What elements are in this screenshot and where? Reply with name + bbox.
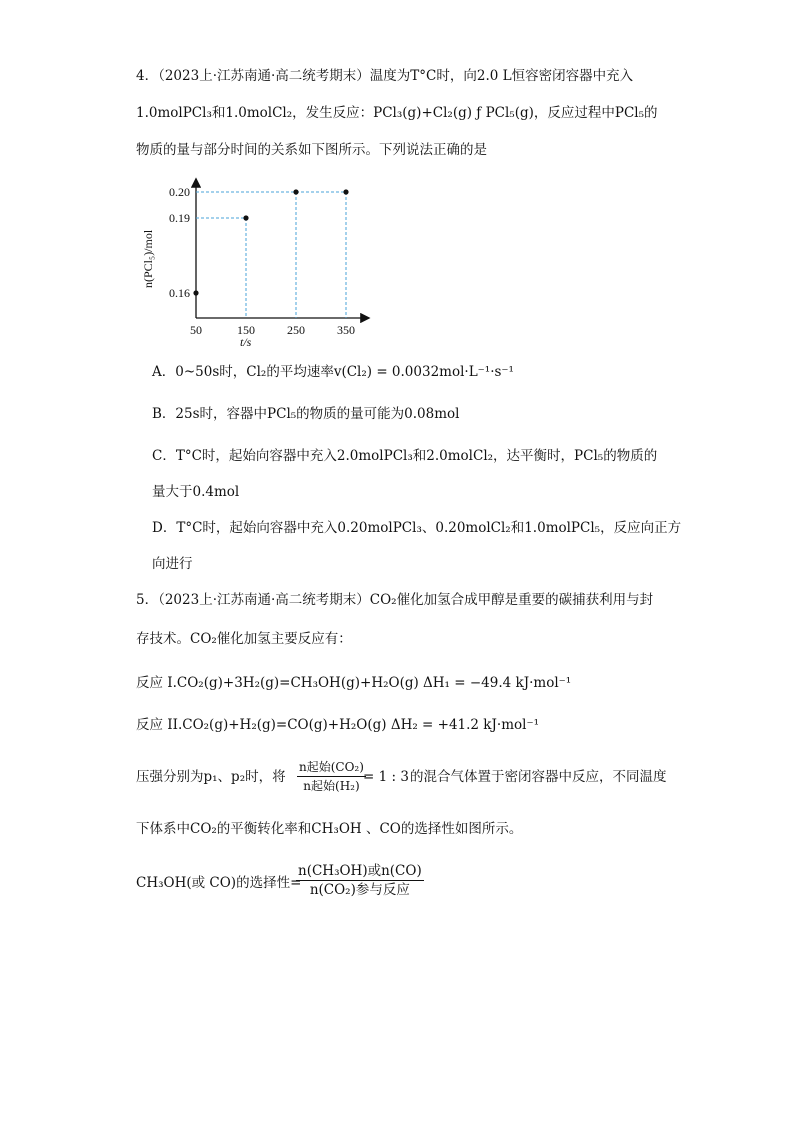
data-point bbox=[193, 290, 198, 295]
q5-selectivity-fraction bbox=[296, 862, 424, 899]
data-point bbox=[343, 189, 348, 194]
q5-selectivity-numerator: n(CH₃OH)或n(CO) bbox=[298, 863, 422, 879]
y-tick-label: 0.20 bbox=[169, 185, 190, 199]
q5-selectivity-denominator: n(CO₂)参与反应 bbox=[309, 882, 410, 898]
q5-ratio-numerator: n起始(CO₂) bbox=[297, 758, 366, 777]
q4-option-b: B．25s时，容器中PCl₅的物质的量可能为0.08mol bbox=[152, 406, 460, 422]
q5-stem-line2: 存技术。CO₂催化加氢主要反应有： bbox=[136, 631, 352, 647]
q4-option-a: A．0~50s时，Cl₂的平均速率v(Cl₂) = 0.0032mol·L⁻¹·s⁻¹ bbox=[152, 364, 514, 380]
q5-ratio-denominator: n起始(H₂) bbox=[303, 779, 360, 793]
q5-feed-ratio-fraction bbox=[297, 758, 366, 795]
q4-option-d-line1: D．T°C时，起始向容器中充入0.20molPCl₃、0.20molCl₂和1.0molPCl₅，反应向正方 bbox=[152, 520, 682, 536]
x-tick-label: 350 bbox=[337, 323, 355, 337]
y-axis-label: n(PCl₅)/mol bbox=[141, 229, 155, 288]
pcl5-amount-chart bbox=[140, 176, 380, 356]
q5-pressure-suffix: 的混合气体置于密闭容器中反应，不同温度 bbox=[410, 769, 667, 785]
q5-selectivity-prefix: CH₃OH(或 CO)的选择性= bbox=[136, 875, 302, 891]
data-point bbox=[293, 189, 298, 194]
x-axis-label: t/s bbox=[240, 335, 252, 349]
q5-stem-line-after: 下体系中CO₂的平衡转化率和CH₃OH 、CO的选择性如图所示。 bbox=[136, 821, 523, 837]
y-tick-label: 0.19 bbox=[169, 211, 190, 225]
q4-option-d-line2: 向进行 bbox=[152, 556, 193, 572]
q5-pressure-prefix: 压强分别为p₁、p₂时，将 bbox=[136, 769, 286, 785]
axes bbox=[196, 180, 368, 318]
q4-stem-line1: 4．（2023上·江苏南通·高二统考期末）温度为T°C时，向2.0 L恒容密闭容器中充入 bbox=[136, 68, 634, 84]
q4-stem-line2: 1.0molPCl₃和1.0molCl₂，发生反应：PCl₃(g)+Cl₂(g) ƒ PCl₅(g)，反应过程中PCl₅的 bbox=[136, 105, 658, 121]
q5-reaction-1: 反应 I.CO₂(g)+3H₂(g)=CH₃OH(g)+H₂O(g) ΔH₁ = −49.4 kJ·mol⁻¹ bbox=[136, 675, 572, 691]
y-tick-label: 0.16 bbox=[169, 286, 190, 300]
x-tick-label: 50 bbox=[190, 323, 202, 337]
x-tick-labels bbox=[190, 323, 355, 337]
q5-ratio-value: = 1 : 3 bbox=[363, 769, 409, 785]
guide-lines bbox=[196, 192, 346, 318]
data-points bbox=[193, 189, 348, 295]
q4-option-c-line2: 量大于0.4mol bbox=[152, 484, 240, 500]
q5-stem-line1: 5．（2023上·江苏南通·高二统考期末）CO₂催化加氢合成甲醇是重要的碳捕获利用与封 bbox=[136, 592, 654, 608]
q4-stem-line3: 物质的量与部分时间的关系如下图所示。下列说法正确的是 bbox=[136, 142, 487, 158]
q5-reaction-2: 反应 II.CO₂(g)+H₂(g)=CO(g)+H₂O(g) ΔH₂ = +41.2 kJ·mol⁻¹ bbox=[136, 717, 539, 733]
x-tick-label: 250 bbox=[287, 323, 305, 337]
data-point bbox=[243, 215, 248, 220]
x-tick-label: 150 bbox=[237, 323, 255, 337]
y-tick-labels bbox=[169, 185, 190, 300]
q4-option-c-line1: C．T°C时，起始向容器中充入2.0molPCl₃和2.0molCl₂，达平衡时，PCl₅的物质的 bbox=[152, 448, 658, 464]
